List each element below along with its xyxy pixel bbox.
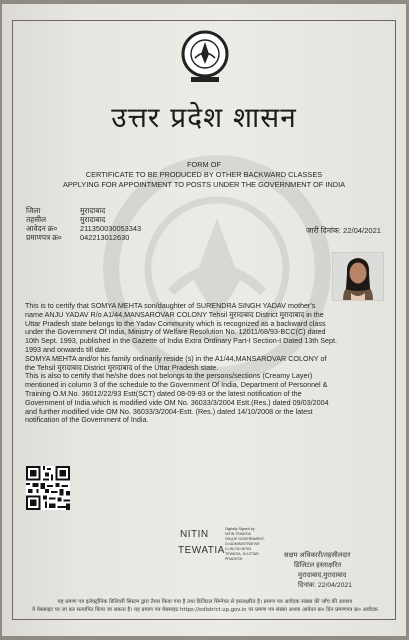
body-line: and further modified vide OM No. 36033/3/2004-Estt. (Res.) dated 14/10/2008 or the latest xyxy=(25,406,313,416)
certificate-page xyxy=(2,4,406,636)
application-no-label: आवेदन क्र० xyxy=(26,224,58,233)
footer-line2: ये वेबसाइट पर जा कर सत्यापित किया जा सकता है। यह प्रमाण पत्र वेबसाइट https://edistrict.up.gov.in पर प्रमाण पत्र संख्या अथवा आवेदन क्र० डिन प्रमाणपत्र क्र० आवेदक xyxy=(32,607,378,613)
officer-title: सक्षम अधिकारी/तहसीलदार xyxy=(284,552,351,559)
body-line: mentioned in column 3 of the schedule to the Government Of India, Department of Personnel & xyxy=(25,380,328,390)
body-line: This is also to certify that he/she does not belongs to the persons/sections (Creamy Layer) xyxy=(25,371,313,381)
digital-sign-line: TEWATIA, S=UTTAR xyxy=(225,552,259,556)
certificate-no-label: प्रमाणपत्र क्र० xyxy=(26,233,62,242)
body-line: Government of India.which is modified vide OM No. 36033/3/2004 Estt.(Res.) dated 09/03/2004 xyxy=(25,397,329,407)
district-label: जिला xyxy=(26,206,41,215)
body-line: notification of the Government of India. xyxy=(25,415,149,425)
certificate-heading-line2: APPLYING FOR APPOINTMENT TO POSTS UNDER THE GOVERNMENT OF INDIA xyxy=(62,180,346,189)
digital-sign-line: Digitally Signed by xyxy=(225,527,255,531)
qr-code-icon xyxy=(26,466,70,510)
application-no-value: 211350030053343 xyxy=(80,224,142,233)
tehsil-label: तहसील xyxy=(26,215,47,224)
footer-line1: यह प्रमाण पत्र इलेक्ट्रॉनिक डिलिवरी सिस्टम द्वारा तैयार किया गया है तथा डिजिटल सिग्नेचर से हस्ताक्षरित है। प्रमाण पत्र आवेदक संख्या की जाँच की आवश्य xyxy=(57,599,353,605)
body-line: 1993 and onwards till date. xyxy=(25,344,111,354)
body-line: Uttar Pradesh state belongs to the Yadav Community which is recognized as a backward class xyxy=(25,318,326,328)
certificate-body xyxy=(25,302,385,425)
digital-sign-line: O=ADMINISTRATIVE xyxy=(225,542,260,546)
body-line: the Tehsil मुरादाबाद District मुरादाबाद of the Uttar Pradesh state. xyxy=(25,362,219,372)
form-of-label: FORM OF xyxy=(186,160,222,169)
digital-sign-line: PRADESH xyxy=(225,557,243,561)
signer-name-line1: NITIN xyxy=(180,529,209,540)
digital-sign-line: C=IN,CN=NITIN xyxy=(225,547,251,551)
issue-date: जारी दिनांक: 22/04/2021 xyxy=(306,226,382,235)
certificate-no-value: 042213012630 xyxy=(80,233,130,242)
body-line: name ANJU YADAV R/o A1/44,MANSAROVAR COLONY Tehsil मुरादाबाद District मुरादाबाद in the xyxy=(25,309,324,319)
applicant-photo xyxy=(332,252,384,301)
tehsil-value: मुरादाबाद xyxy=(80,215,106,224)
officer-location: मुरादाबाद,मुरादाबाद xyxy=(298,572,347,579)
body-line: under the Government Of India, Ministry of Welfare Resolution No. 12011/68/93-BCC(C) dated xyxy=(25,327,326,337)
digital-sign-line: DN:(UP GOVERNMENT, xyxy=(225,537,265,541)
officer-digital-note: डिजिटल हस्ताक्षरित xyxy=(294,562,342,569)
certificate-heading-line1: CERTIFICATE TO BE PRODUCED BY OTHER BACKWARD CLASSES xyxy=(85,170,323,179)
up-govt-emblem-icon xyxy=(180,30,230,86)
body-line: SOMYA MEHTA and/or his family ordinarily reside (s) in the A1/44,MANSAROVAR COLONY of xyxy=(25,353,327,363)
district-value: मुरादाबाद xyxy=(80,206,106,215)
page-title: उत्तर प्रदेश शासन xyxy=(111,101,297,134)
body-line: 10th Sept. 1993, published in the Gazette of India Extra Ordinary Part-I Section-I Dated 13th Sept. xyxy=(25,336,338,346)
signer-name-line2: TEWATIA xyxy=(178,545,225,556)
officer-date: दिनांक: 22/04/2021 xyxy=(298,582,352,589)
digital-sign-line: NITIN TEWATIA xyxy=(225,532,251,536)
body-line: This is to certify that SOMYA MEHTA son/daughter of SURENDRA SINGH YADAV mother's xyxy=(25,301,316,310)
body-line: Training O.M.No. 36012/22/93 Estt(SCT) dated 08-09-93 or the latest notification of the xyxy=(25,388,302,398)
